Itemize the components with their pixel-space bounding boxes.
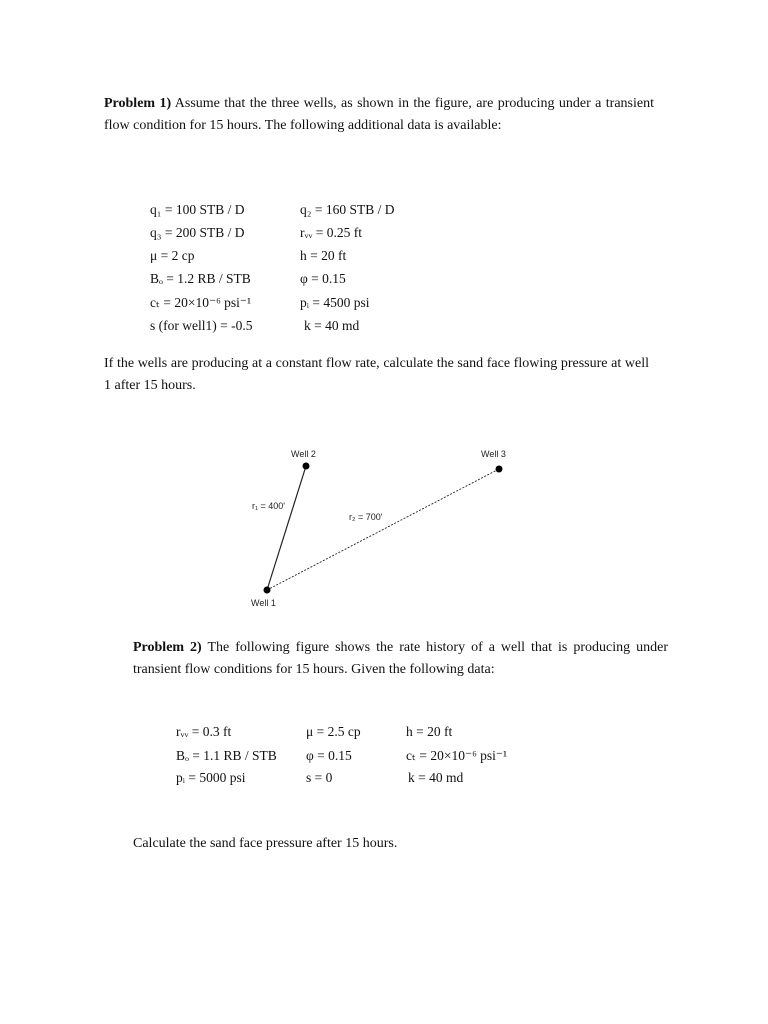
problem2-question: Calculate the sand face pressure after 15 hours.: [133, 836, 398, 851]
well2-label: Well 2: [291, 449, 316, 459]
well3-label: Well 3: [481, 449, 506, 459]
p1-data-pi: pᵢ = 4500 psi: [300, 295, 370, 310]
problem1-intro-text: Assume that the three wells, as shown in the figure, are producing under a transient flow condition for 15 hours. The following additional data is available:: [104, 96, 654, 133]
p1-data-phi: φ = 0.15: [300, 271, 346, 286]
p1-data-s: s (for well1) = -0.5: [150, 318, 253, 333]
well2-marker: [303, 463, 310, 470]
p2-data-pi: pᵢ = 5000 psi: [176, 770, 246, 785]
well3-marker: [496, 466, 503, 473]
r2-label: r₂ = 700': [349, 512, 383, 522]
p2-data-phi: φ = 0.15: [306, 748, 352, 763]
p1-data-rw: rᵥᵥ = 0.25 ft: [300, 225, 363, 240]
p2-data-ct: cₜ = 20×10⁻⁶ psi⁻¹: [406, 748, 508, 763]
p1-data-k: k = 40 md: [304, 318, 360, 333]
problem1-heading: Problem 1): [104, 96, 172, 111]
p1-data-ct: cₜ = 20×10⁻⁶ psi⁻¹: [150, 295, 252, 310]
problem1-question: If the wells are producing at a constant flow rate, calculate the sand face flowing pressure at well 1 after 15 hours.: [104, 356, 649, 393]
p2-data-rw: rᵥᵥ = 0.3 ft: [176, 724, 232, 739]
p2-data-mu: μ = 2.5 cp: [306, 724, 361, 739]
p1-data-q3: q₃ = 200 STB / D: [150, 225, 245, 240]
problem2-intro-text: The following figure shows the rate history of a well that is producing under transient flow conditions for 15 hours. Given the following data:: [133, 640, 668, 677]
r1-label: r₁ = 400': [252, 501, 286, 511]
problem2-heading: Problem 2): [133, 640, 202, 655]
p2-data-k: k = 40 md: [408, 770, 464, 785]
well1-label: Well 1: [251, 598, 276, 608]
p2-data-bo: Bₒ = 1.1 RB / STB: [176, 748, 277, 763]
p1-data-q1: q₁ = 100 STB / D: [150, 202, 245, 217]
problem2-intro: [133, 637, 668, 681]
p1-data-mu: μ = 2 cp: [150, 248, 195, 263]
well1-marker: [264, 587, 271, 594]
p2-data-s: s = 0: [306, 770, 333, 785]
r1-line: [267, 466, 306, 590]
p2-data-h: h = 20 ft: [406, 724, 453, 739]
r2-line: [267, 469, 499, 590]
p1-data-bo: Bₒ = 1.2 RB / STB: [150, 271, 251, 286]
p1-data-q2: q₂ = 160 STB / D: [300, 202, 395, 217]
p1-data-h: h = 20 ft: [300, 248, 347, 263]
